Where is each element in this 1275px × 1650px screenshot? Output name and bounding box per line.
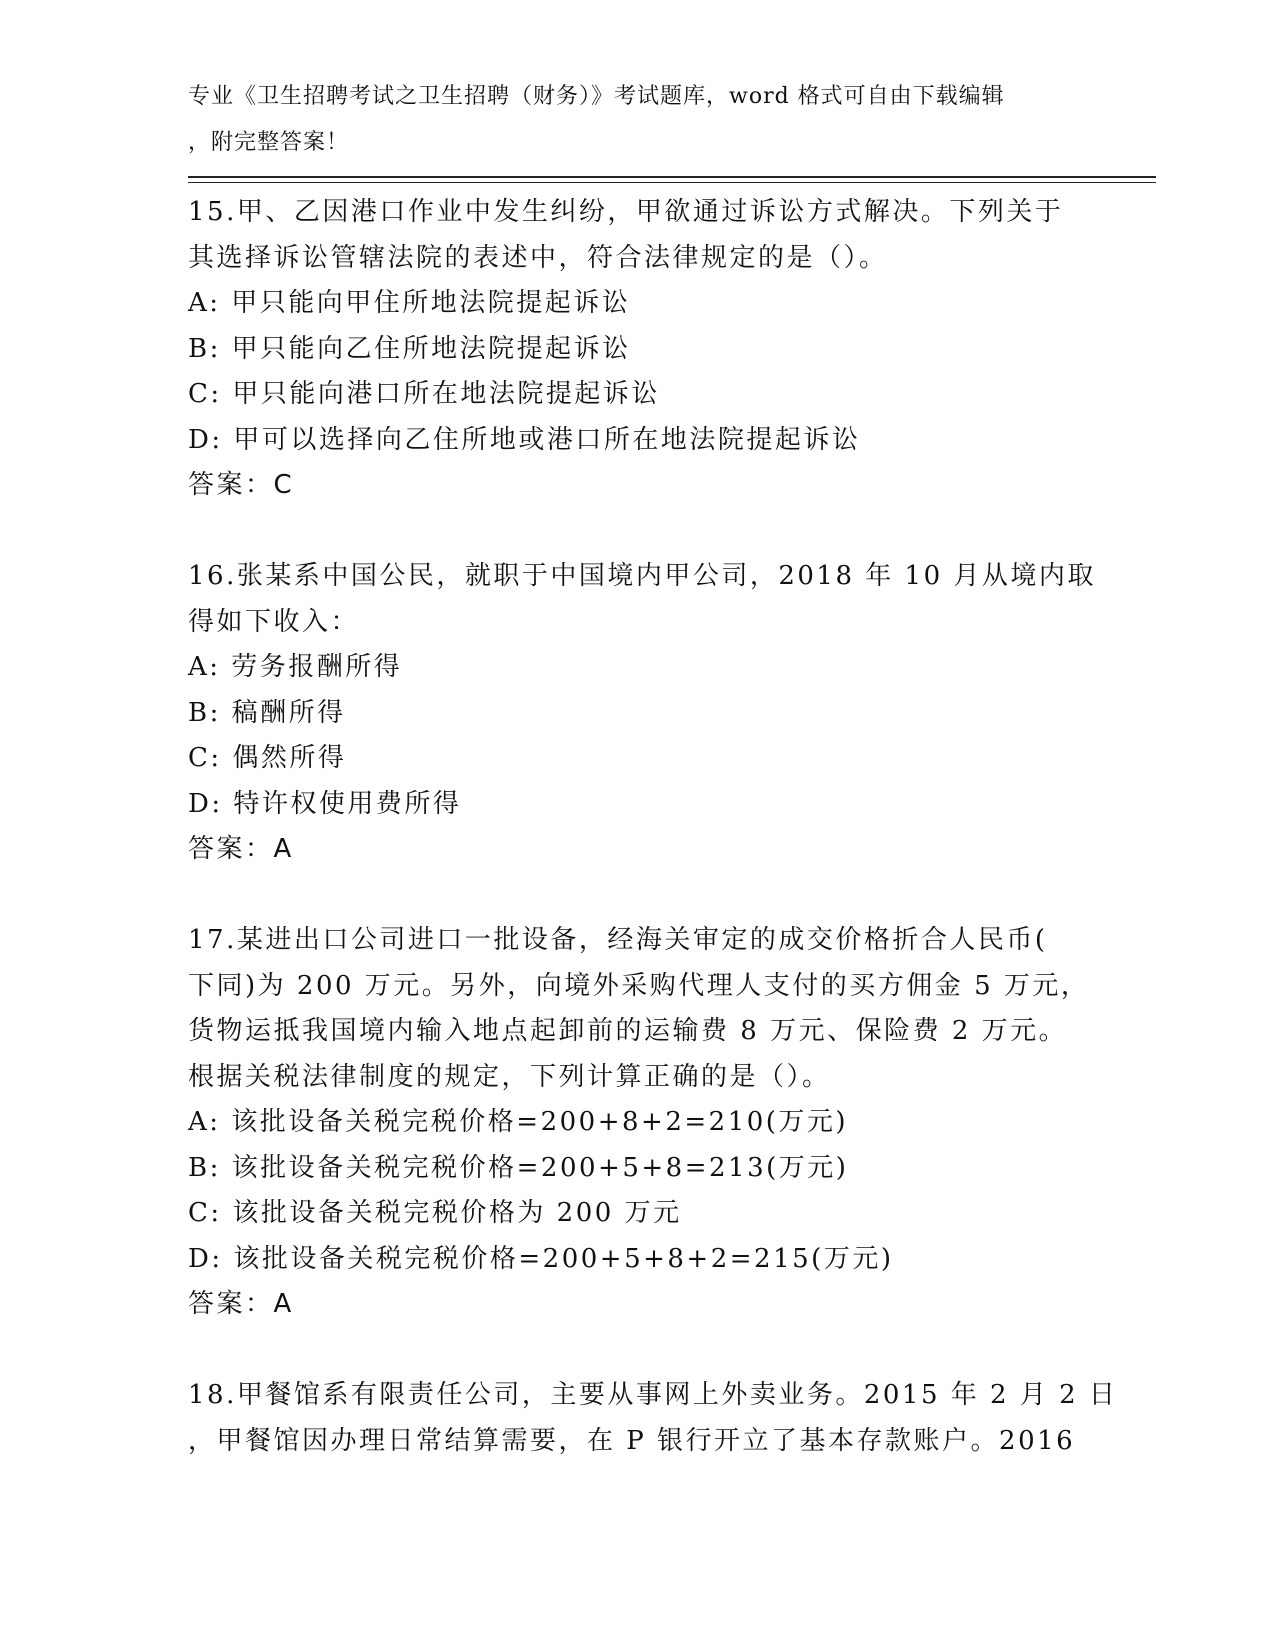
option-c: C: 该批设备关税完税价格为 200 万元: [188, 1198, 682, 1228]
option-a: A: 甲只能向甲住所地法院提起诉讼: [188, 288, 631, 318]
option-a: A: 劳务报酬所得: [188, 652, 403, 682]
answer-line: 答案：C: [188, 470, 295, 500]
question-block: [188, 190, 1088, 509]
question-spacer: [188, 873, 1088, 919]
question-stem-line: 15.甲、乙因港口作业中发生纠纷，甲欲通过诉讼方式解决。下列关于: [188, 197, 1064, 227]
header-divider: [188, 176, 1156, 178]
question-stem-line: 货物运抵我国境内输入地点起卸前的运输费 8 万元、保险费 2 万元。: [188, 1016, 1068, 1046]
question-stem-line: 16.张某系中国公民，就职于中国境内甲公司，2018 年 10 月从境内取: [188, 561, 1096, 591]
question-block: [188, 1373, 1118, 1464]
question-stem-line: 17.某进出口公司进口一批设备，经海关审定的成交价格折合人民币(: [188, 925, 1048, 955]
option-d: D: 甲可以选择向乙住所地或港口所在地法院提起诉讼: [188, 424, 861, 455]
question-block: [188, 554, 1096, 873]
answer-line: 答案：A: [188, 834, 294, 864]
option-d: D: 该批设备关税完税价格=200+5+8+2=215(万元): [188, 1243, 894, 1274]
option-b: B: 该批设备关税完税价格=200+5+8=213(万元): [188, 1152, 849, 1183]
option-c: C: 偶然所得: [188, 743, 347, 773]
header-divider-thin: [188, 182, 1156, 183]
header-line: ，附完整答案！: [188, 129, 350, 155]
question-spacer: [188, 1328, 1088, 1374]
option-c: C: 甲只能向港口所在地法院提起诉讼: [188, 379, 660, 409]
answer-line: 答案：A: [188, 1289, 294, 1319]
question-stem-line: 下同)为 200 万元。另外，向境外采购代理人支付的买方佣金 5 万元，: [188, 970, 1090, 1001]
question-block: [188, 918, 1088, 1328]
question-stem-line: 根据关税法律制度的规定，下列计算正确的是（）。: [188, 1061, 831, 1092]
document-header-note: [188, 74, 1088, 165]
question-stem-line: 其选择诉讼管辖法院的表述中，符合法律规定的是（）。: [188, 242, 888, 273]
option-a: A: 该批设备关税完税价格=200+8+2=210(万元): [188, 1107, 849, 1137]
option-b: B: 稿酬所得: [188, 697, 346, 728]
question-stem-line: 得如下收入：: [188, 606, 360, 637]
question-spacer: [188, 509, 1088, 555]
header-line: 专业《卫生招聘考试之卫生招聘（财务）》考试题库，word 格式可自由下载编辑: [188, 84, 1005, 109]
option-b: B: 甲只能向乙住所地法院提起诉讼: [188, 333, 631, 364]
question-stem-line: ，甲餐馆因办理日常结算需要，在 P 银行开立了基本存款账户。2016: [188, 1425, 1076, 1456]
option-d: D: 特许权使用费所得: [188, 788, 462, 819]
question-stem-line: 18.甲餐馆系有限责任公司，主要从事网上外卖业务。2015 年 2 月 2 日: [188, 1380, 1118, 1410]
question-list: [188, 190, 1118, 1464]
